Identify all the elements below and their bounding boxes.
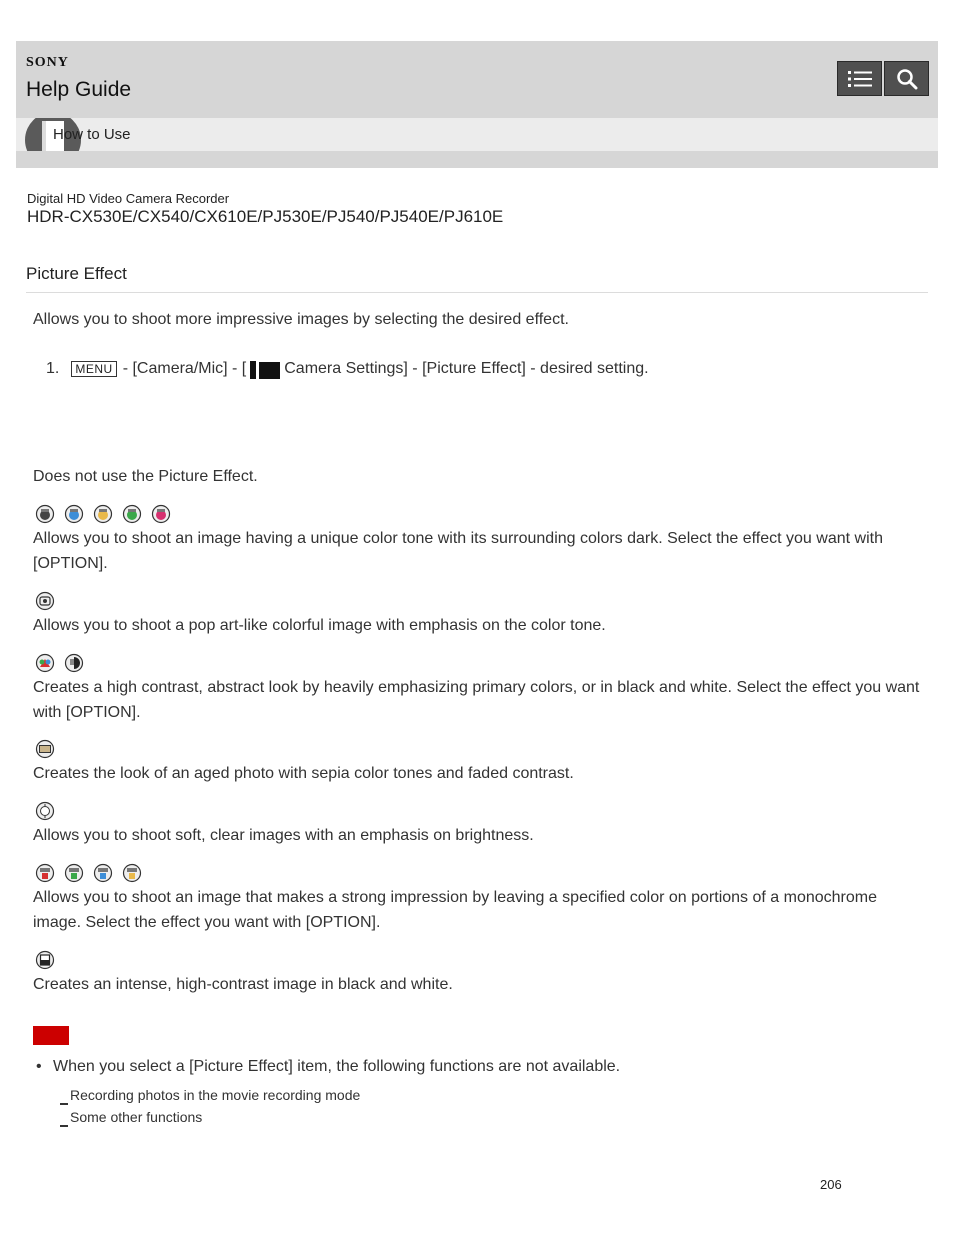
partial-color-red-icon xyxy=(35,863,55,883)
dash-marker xyxy=(60,1103,68,1105)
search-icon xyxy=(896,68,918,90)
subnav-how-to-use[interactable]: How to Use xyxy=(53,126,131,143)
posterization-color-icon xyxy=(35,653,55,673)
effect-high-contrast-mono-description: Creates an intense, high-contrast image in black and white. xyxy=(33,976,453,993)
page-title: Help Guide xyxy=(26,78,132,101)
effect-soft-high-key-icons xyxy=(35,800,55,822)
effect-high-contrast-mono-icons xyxy=(35,949,55,971)
section-title: Picture Effect xyxy=(26,264,127,283)
soft-high-key-icon xyxy=(35,801,55,821)
toy-camera-normal-icon xyxy=(35,504,55,524)
retro-photo-icon xyxy=(35,739,55,759)
search-button[interactable] xyxy=(884,61,929,96)
partial-color-blue-icon xyxy=(93,863,113,883)
note-subitem-2 xyxy=(60,1109,202,1127)
pop-color-icon xyxy=(35,591,55,611)
section-intro: Allows you to shoot more impressive images by selecting the desired effect. xyxy=(33,311,569,328)
effect-retro-description: Creates the look of an aged photo with sepia color tones and faded contrast. xyxy=(33,765,574,782)
list-icon xyxy=(848,69,872,89)
effect-pop-icons xyxy=(35,590,55,612)
effect-posterization-description: Creates a high contrast, abstract look by heavily emphasizing primary colors, or in black and white. Select the effect you want with [OPTION]. xyxy=(33,679,920,721)
partial-color-yellow-icon xyxy=(122,863,142,883)
effect-off-description: Does not use the Picture Effect. xyxy=(33,468,258,485)
posterization-bw-icon xyxy=(64,653,84,673)
header-icon-group xyxy=(837,61,929,96)
effect-pop-description: Allows you to shoot a pop art-like colorful image with emphasis on the color tone. xyxy=(33,617,606,634)
product-subtitle: Digital HD Video Camera Recorder xyxy=(27,191,230,206)
sony-logo: SONY xyxy=(26,55,69,70)
step-1 xyxy=(46,359,649,379)
note-subitem-text: Some other functions xyxy=(70,1109,203,1125)
step-text-part1: - [Camera/Mic] - [ xyxy=(122,360,247,377)
effect-toy-camera-description: Allows you to shoot an image having a unique color tone with its surrounding colors dark. Select the effect you want with [OPTION]. xyxy=(33,530,883,572)
toy-camera-magenta-icon xyxy=(151,504,171,524)
camera-settings-icon xyxy=(248,359,282,379)
step-text-part2: Camera Settings] - [Picture Effect] - desired setting. xyxy=(284,360,649,377)
effect-soft-high-key-description: Allows you to shoot soft, clear images with an emphasis on brightness. xyxy=(33,827,534,844)
effect-partial-color-description: Allows you to shoot an image that makes a strong impression by leaving a specified color on portions of a monochrome image. Select the effect you want with [OPTION]. xyxy=(33,889,877,931)
contents-list-button[interactable] xyxy=(837,61,882,96)
header-bar xyxy=(16,41,938,168)
effect-posterization-icons xyxy=(35,652,84,674)
toy-camera-cool-icon xyxy=(64,504,84,524)
section-divider xyxy=(26,292,928,293)
toy-camera-green-icon xyxy=(122,504,142,524)
note-bullet xyxy=(36,1058,620,1076)
menu-button-label: MENU xyxy=(71,361,116,377)
toy-camera-warm-icon xyxy=(93,504,113,524)
dash-marker xyxy=(60,1125,68,1127)
partial-color-green-icon xyxy=(64,863,84,883)
note-badge xyxy=(33,1026,69,1045)
effect-toy-camera-icons xyxy=(35,503,171,525)
note-bullet-text: When you select a [Picture Effect] item, the following functions are not available. xyxy=(53,1058,621,1075)
step-number: 1. xyxy=(46,360,60,377)
effect-partial-color-icons xyxy=(35,862,142,884)
note-subitem-text: Recording photos in the movie recording mode xyxy=(70,1087,361,1103)
note-subitem-1 xyxy=(60,1087,360,1105)
subnav-bar xyxy=(16,118,938,151)
page-number: 206 xyxy=(820,1177,842,1192)
effect-retro-icons xyxy=(35,738,55,760)
bullet-dot: • xyxy=(36,1058,42,1075)
product-models: HDR-CX530E/CX540/CX610E/PJ530E/PJ540/PJ540E/PJ610E xyxy=(27,207,504,226)
high-contrast-mono-icon xyxy=(35,950,55,970)
